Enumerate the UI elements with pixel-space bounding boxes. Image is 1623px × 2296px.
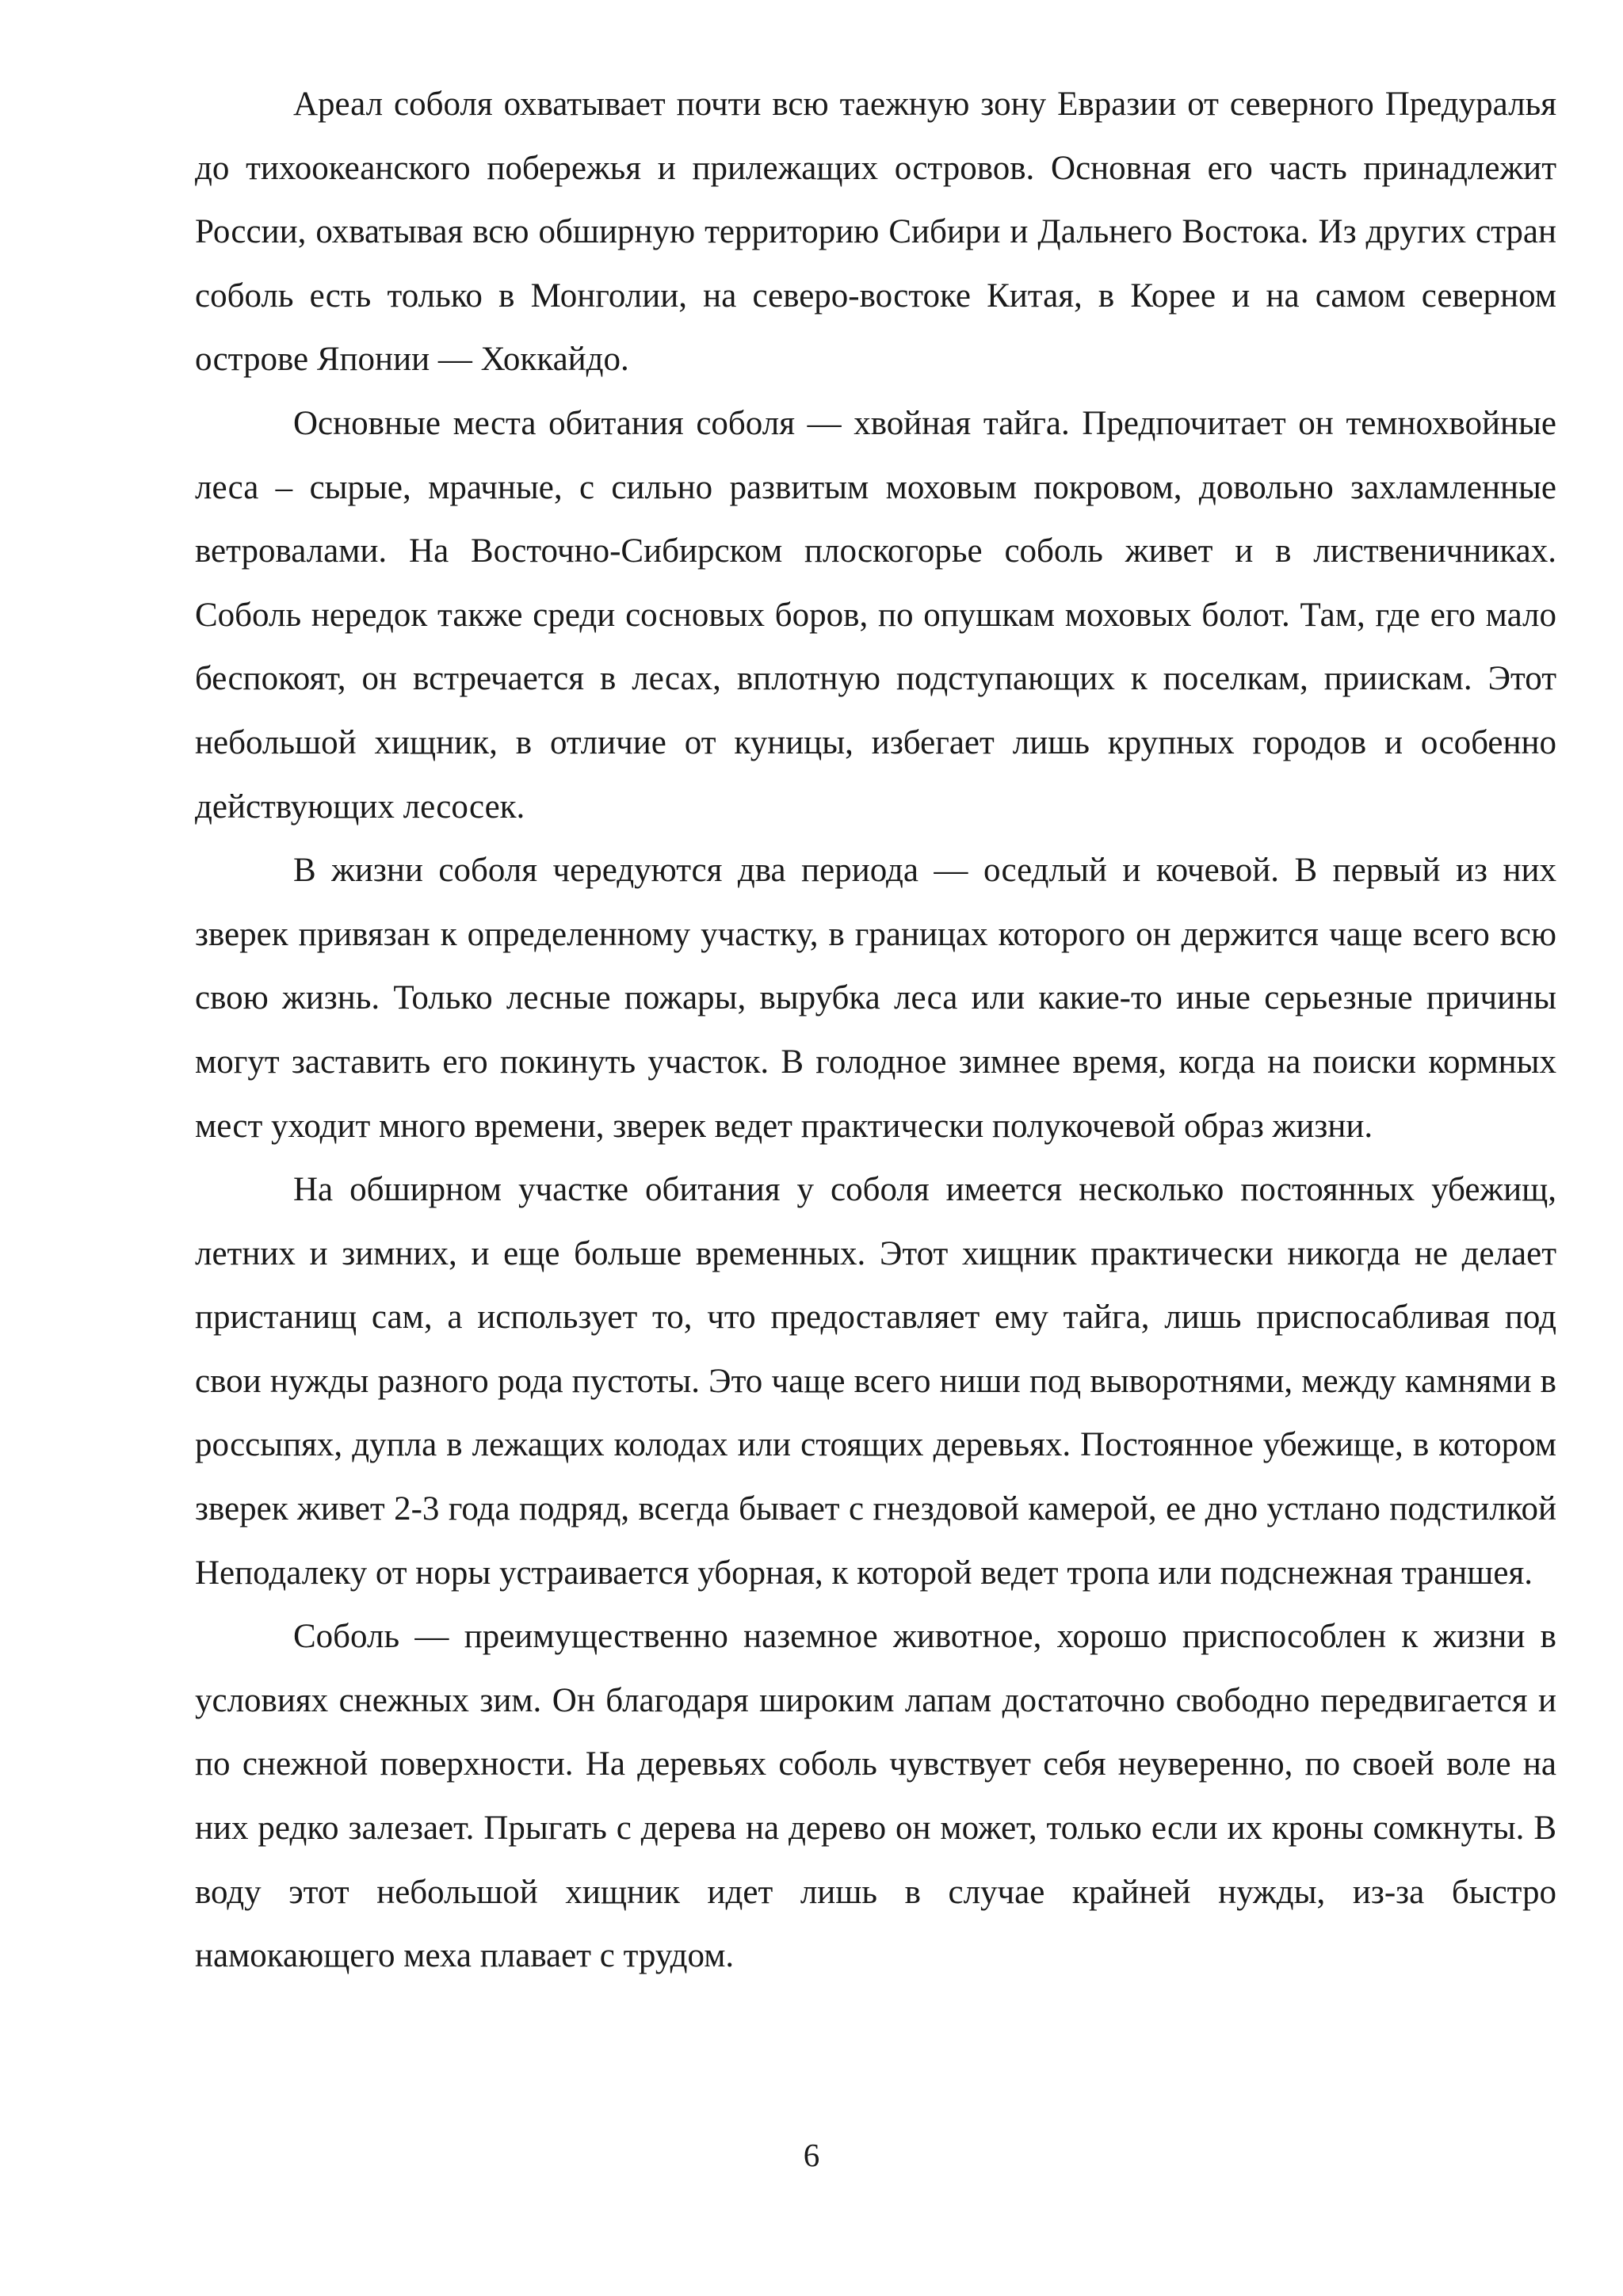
paragraph-4: На обширном участке обитания у соболя имеется несколько постоянных убежищ, летних и зимних, и еще больше временных. Этот хищник практически никогда не делает пристанищ сам, а использует то, что предоставляет ему тайга, лишь приспосабливая под свои нужды разного рода пустоты. Это чаще всего ниши под выворотнями, между камнями в россыпях, дупла в лежащих колодах или стоящих деревьях. Постоянное убежище, в котором зверек живет 2-3 года подряд, всегда бывает с гнездовой камерой, ее дно устлано подстилкой Неподалеку от норы устраивается уборная, к которой ведет тропа или подснежная траншея. (195, 1171, 1556, 1592)
body-text (195, 73, 1556, 1989)
paragraph-2: Основные места обитания соболя — хвойная тайга. Предпочитает он темнохвойные леса – сырые, мрачные, с сильно развитым моховым покровом, довольно захламленные ветровалами. На Восточно-Сибирском плоскогорье соболь живет и в лиственичниках. Соболь нередок также среди сосновых боров, по опушкам моховых болот. Там, где его мало беспокоят, он встречается в лесах, вплотную подступающих к поселкам, приискам. Этот небольшой хищник, в отличие от куницы, избегает лишь крупных городов и особенно действующих лесосек. (195, 404, 1556, 826)
paragraph-1: Ареал соболя охватывает почти всю таежную зону Евразии от северного Предуралья до тихоокеанского побережья и прилежащих островов. Основная его часть принадлежит России, охватывая всю обширную территорию Сибири и Дальнего Востока. Из других стран соболь есть только в Монголии, на северо-востоке Китая, в Корее и на самом северном острове Японии — Хоккайдо. (195, 86, 1556, 379)
paragraph-3: В жизни соболя чередуются два периода — оседлый и кочевой. В первый из них зверек привязан к определенному участку, в границах которого он держится чаще всего всю свою жизнь. Только лесные пожары, вырубка леса или какие-то иные серьезные причины могут заставить его покинуть участок. В голодное зимнее время, когда на поиски кормных мест уходит много времени, зверек ведет практически полукочевой образ жизни. (195, 852, 1556, 1145)
paragraph-5: Соболь — преимущественно наземное животное, хорошо приспособлен к жизни в условиях снежных зим. Он благодаря широким лапам достаточно свободно передвигается и по снежной поверхности. На деревьях соболь чувствует себя неуверенно, по своей воле на них редко залезает. Прыгать с дерева на дерево он может, только если их кроны сомкнуты. В воду этот небольшой хищник идет лишь в случае крайней нужды, из-за быстро намокающего меха плавает с трудом. (195, 1618, 1556, 1975)
page-number: 6 (803, 2137, 820, 2173)
